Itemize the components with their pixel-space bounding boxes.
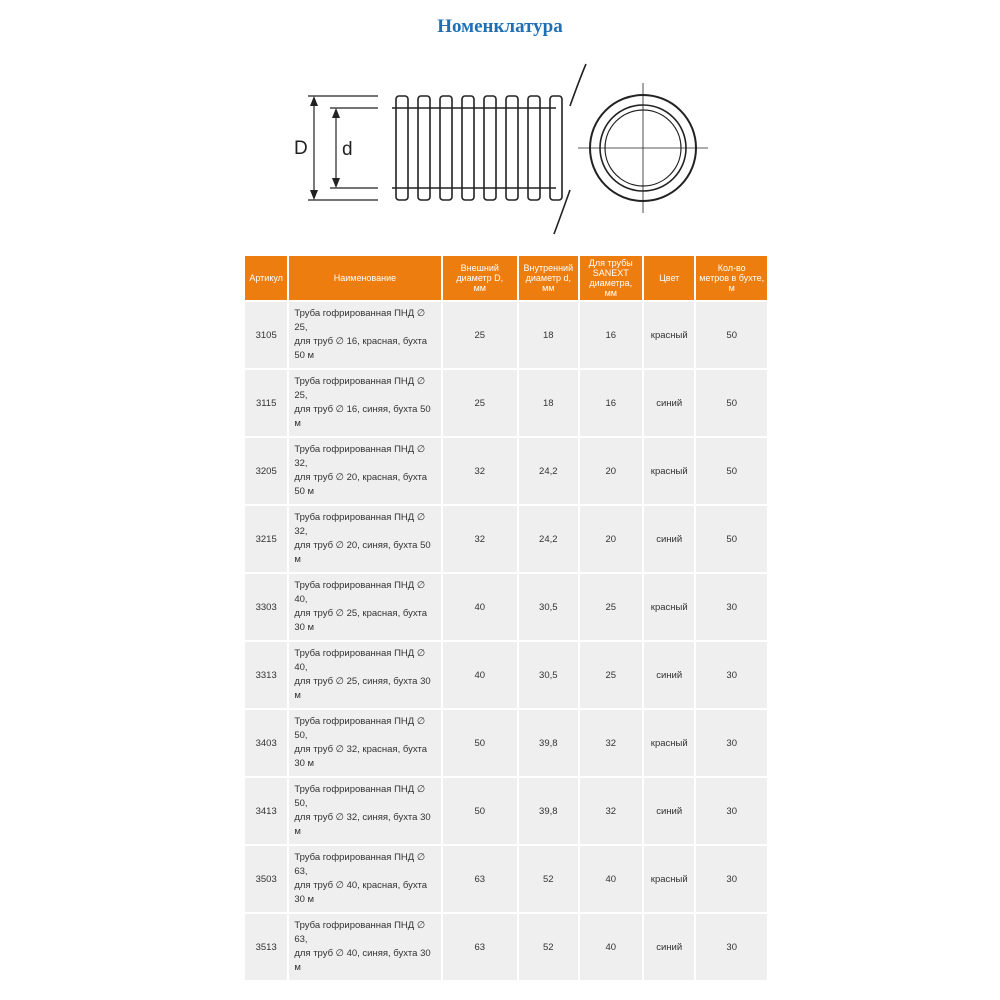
name-line: Труба гофрированная ПНД ∅ 50, <box>294 716 426 741</box>
header-line: Для трубы <box>588 258 633 268</box>
cell-outer: 40 <box>443 642 518 708</box>
header-line: мм <box>542 283 555 293</box>
cell-color: синий <box>644 778 694 844</box>
name-line: для труб ∅ 25, синяя, бухта 30 м <box>294 676 431 701</box>
dimension-label-outer: D <box>294 138 308 159</box>
header-line: метров в бухте, <box>699 273 765 283</box>
header-line: Внешний <box>460 263 499 273</box>
cell-inner: 24,2 <box>519 506 577 572</box>
cell-meters: 30 <box>696 914 767 980</box>
name-line: для труб ∅ 40, синяя, бухта 30 м <box>294 948 431 973</box>
cell-outer: 32 <box>443 438 518 504</box>
table-row <box>245 438 767 504</box>
pipe-rib <box>550 96 562 200</box>
cell-name <box>289 710 440 776</box>
cell-name <box>289 642 440 708</box>
name-line: Труба гофрированная ПНД ∅ 32, <box>294 444 426 469</box>
cell-inner: 52 <box>519 846 577 912</box>
pipe-rib <box>418 96 430 200</box>
cell-pipe: 16 <box>580 370 642 436</box>
cell-outer: 63 <box>443 914 518 980</box>
header-line: Кол-во <box>717 263 746 273</box>
pipe-rib <box>462 96 474 200</box>
name-line: для труб ∅ 40, красная, бухта 30 м <box>294 880 428 905</box>
nomenclature-table <box>243 254 769 982</box>
cell-color: красный <box>644 302 694 368</box>
table-row <box>245 574 767 640</box>
page-title: Номенклатура <box>437 16 563 37</box>
name-line: Труба гофрированная ПНД ∅ 40, <box>294 580 426 605</box>
header-meters <box>696 256 767 300</box>
cell-outer: 63 <box>443 846 518 912</box>
name-line: Труба гофрированная ПНД ∅ 40, <box>294 648 426 673</box>
cell-pipe: 40 <box>580 914 642 980</box>
pipe-rib <box>484 96 496 200</box>
header-line: Внутренний <box>523 263 574 273</box>
header-line: м <box>728 283 735 293</box>
cell-color: красный <box>644 438 694 504</box>
cell-color: синий <box>644 914 694 980</box>
table-header-row <box>245 256 767 300</box>
cell-article: 3105 <box>245 302 287 368</box>
pipe-rib <box>506 96 518 200</box>
cell-article: 3503 <box>245 846 287 912</box>
cell-pipe: 20 <box>580 438 642 504</box>
cell-color: красный <box>644 710 694 776</box>
cell-name <box>289 846 440 912</box>
cell-pipe: 32 <box>580 778 642 844</box>
cell-color: синий <box>644 506 694 572</box>
cell-pipe: 20 <box>580 506 642 572</box>
dimension-label-inner: d <box>342 139 353 160</box>
cell-outer: 25 <box>443 302 518 368</box>
table-row <box>245 914 767 980</box>
table-row <box>245 642 767 708</box>
cell-pipe: 25 <box>580 574 642 640</box>
name-line: для труб ∅ 16, красная, бухта 50 м <box>294 336 428 361</box>
cell-name <box>289 302 440 368</box>
cell-outer: 40 <box>443 574 518 640</box>
cell-inner: 30,5 <box>519 642 577 708</box>
cell-article: 3215 <box>245 506 287 572</box>
header-line: мм <box>473 283 486 293</box>
cell-article: 3413 <box>245 778 287 844</box>
cell-inner: 24,2 <box>519 438 577 504</box>
cell-outer: 25 <box>443 370 518 436</box>
cell-outer: 50 <box>443 778 518 844</box>
table-row <box>245 778 767 844</box>
cell-meters: 50 <box>696 438 767 504</box>
header-line: диаметр d, <box>525 273 571 283</box>
name-line: Труба гофрированная ПНД ∅ 63, <box>294 852 426 877</box>
cell-article: 3313 <box>245 642 287 708</box>
cell-pipe: 16 <box>580 302 642 368</box>
cell-pipe: 32 <box>580 710 642 776</box>
cell-name <box>289 914 440 980</box>
cell-pipe: 40 <box>580 846 642 912</box>
cell-meters: 30 <box>696 574 767 640</box>
cell-meters: 50 <box>696 506 767 572</box>
cell-inner: 39,8 <box>519 710 577 776</box>
cell-inner: 18 <box>519 370 577 436</box>
header-line: диаметра, <box>589 278 633 288</box>
cell-meters: 30 <box>696 846 767 912</box>
table-row <box>245 370 767 436</box>
name-line: для труб ∅ 25, красная, бухта 30 м <box>294 608 428 633</box>
cell-name <box>289 506 440 572</box>
name-line: для труб ∅ 20, красная, бухта 50 м <box>294 472 428 497</box>
cell-meters: 50 <box>696 370 767 436</box>
table-row <box>245 302 767 368</box>
name-line: Труба гофрированная ПНД ∅ 50, <box>294 784 426 809</box>
cell-name <box>289 778 440 844</box>
pipe-rib <box>396 96 408 200</box>
cell-color: красный <box>644 574 694 640</box>
cell-meters: 30 <box>696 710 767 776</box>
cell-article: 3303 <box>245 574 287 640</box>
cell-inner: 30,5 <box>519 574 577 640</box>
cell-article: 3403 <box>245 710 287 776</box>
name-line: для труб ∅ 32, красная, бухта 30 м <box>294 744 428 769</box>
cell-inner: 52 <box>519 914 577 980</box>
table-row <box>245 506 767 572</box>
cell-color: синий <box>644 370 694 436</box>
header-inner-diameter <box>519 256 577 300</box>
cell-outer: 32 <box>443 506 518 572</box>
cell-article: 3513 <box>245 914 287 980</box>
cell-inner: 39,8 <box>519 778 577 844</box>
cell-pipe: 25 <box>580 642 642 708</box>
pipe-rib <box>440 96 452 200</box>
cell-color: синий <box>644 642 694 708</box>
cell-article: 3205 <box>245 438 287 504</box>
header-name: Наименование <box>289 256 440 300</box>
cell-meters: 50 <box>696 302 767 368</box>
header-color: Цвет <box>644 256 694 300</box>
header-line: мм <box>604 288 617 298</box>
header-pipe-diameter <box>580 256 642 300</box>
cell-color: красный <box>644 846 694 912</box>
header-outer-diameter <box>443 256 518 300</box>
pipe-rib <box>528 96 540 200</box>
name-line: Труба гофрированная ПНД ∅ 32, <box>294 512 426 537</box>
cell-name <box>289 438 440 504</box>
cell-name <box>289 370 440 436</box>
name-line: Труба гофрированная ПНД ∅ 25, <box>294 308 426 333</box>
name-line: Труба гофрированная ПНД ∅ 25, <box>294 376 426 401</box>
name-line: Труба гофрированная ПНД ∅ 63, <box>294 920 426 945</box>
name-line: для труб ∅ 32, синяя, бухта 30 м <box>294 812 431 837</box>
table-row <box>245 710 767 776</box>
name-line: для труб ∅ 20, синяя, бухта 50 м <box>294 540 431 565</box>
table-row <box>245 846 767 912</box>
header-line: SANEXT <box>592 268 629 278</box>
header-line: диаметр D, <box>456 273 504 283</box>
cell-meters: 30 <box>696 642 767 708</box>
pipe-drawing <box>280 58 730 244</box>
cell-name <box>289 574 440 640</box>
cell-meters: 30 <box>696 778 767 844</box>
cell-outer: 50 <box>443 710 518 776</box>
cell-inner: 18 <box>519 302 577 368</box>
cell-article: 3115 <box>245 370 287 436</box>
name-line: для труб ∅ 16, синяя, бухта 50 м <box>294 404 431 429</box>
header-article: Артикул <box>245 256 287 300</box>
